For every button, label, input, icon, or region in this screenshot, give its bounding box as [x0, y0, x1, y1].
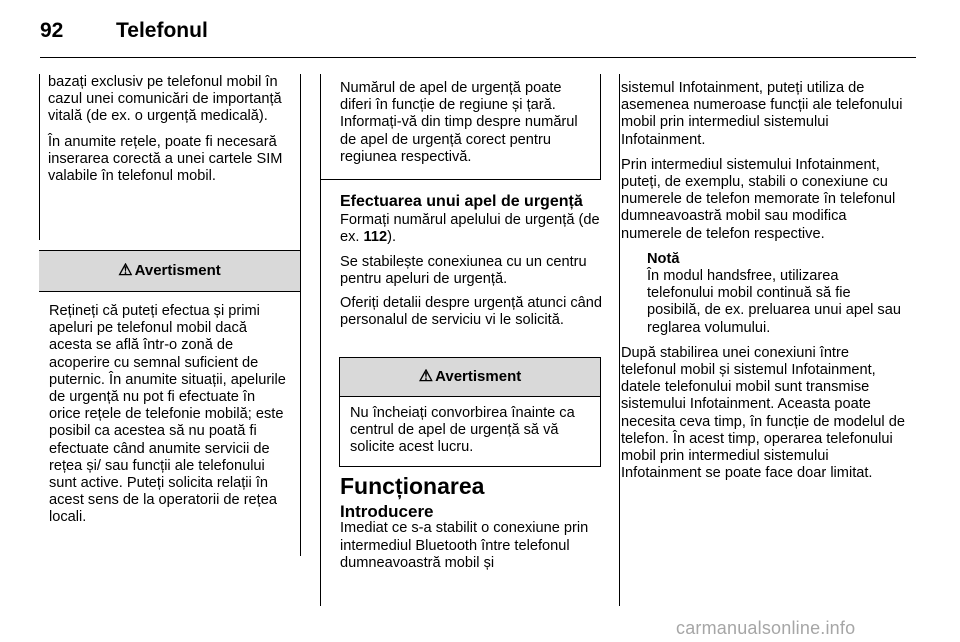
introduction-text: Imediat ce s-a stabilit o conexiune prin intermediul Bluetooth între telefonul dumneavoastră mobil și — [340, 520, 589, 571]
warning-triangle-icon: ⚠ — [418, 368, 434, 385]
emergency-paragraph-1 — [340, 212, 606, 246]
emergency-number: 112 — [363, 229, 388, 246]
sub-heading: Introducere — [340, 502, 434, 522]
column-1 — [39, 74, 298, 193]
col3-paragraph-1: sistemul Infotainment, puteți utiliza de asemenea numeroase funcții ale telefonului mobil prin intermediul sistemului Infotainment. — [621, 80, 903, 148]
column-3 — [621, 80, 905, 490]
page-number: 92 — [40, 19, 64, 42]
warning-body: Rețineți că puteți efectua și primi apeluri pe telefonul mobil dacă acesta se află într-o zonă de acoperire cu semnal suficient de puternic. În anumite situații, apelurile de urgență nu pot fi efectuate în orice rețele de telefonie mobilă; este posibil ca acestea să nu poată fi efectuate când anumite servicii de rețea și/ sau funcții ale telefonului sunt active. Puteți solicita relații în acest sens de la operatorii de rețea locali. — [49, 303, 286, 526]
intro-paragraph-1: bazați exclusiv pe telefonul mobil în cazul unei comunicări de importanță vitală (de ex. o urgență medicală). — [48, 74, 282, 125]
col3-paragraph-3: După stabilirea unei conexiuni între telefonul mobil și sistemul Infotainment, datele telefonului mobil sunt transmise sistemului Infotainment. Aceasta poate necesita ceva timp, în funcție de modelul de telefon. În acest timp, operarea telefonului mobil prin intermediul sistemului Infotainment se poate face doar limitat. — [621, 344, 905, 482]
warning-title: Avertisment — [134, 262, 221, 279]
warning-box-2 — [339, 357, 601, 467]
watermark: carmanualsonline.info — [676, 618, 856, 638]
emergency-heading: Efectuarea unui apel de urgență — [340, 193, 583, 210]
page-header — [0, 0, 960, 60]
emergency-paragraph-2: Se stabilește conexiunea cu un centru pentru apeluri de urgență. — [340, 253, 587, 287]
warning-body-2: Nu încheiați convorbirea înainte ca centrul de apel de urgență să vă solicite acest lucru. — [350, 405, 575, 456]
col3-paragraph-2: Prin intermediul sistemului Infotainment, puteți, de exemplu, stabili o conexiune cu numerele de telefon memorate în telefonul dumneavoastră mobil sau modifica numerele de telefon respective. — [621, 156, 896, 242]
emergency-section — [340, 193, 606, 336]
warning-box-1 — [39, 250, 301, 556]
chapter-title: Telefonul — [116, 19, 208, 42]
info-box — [320, 74, 601, 180]
warning-title-bar-2 — [340, 358, 600, 397]
operation-section — [340, 473, 606, 579]
emergency-text: Formați numărul apelului de urgență (de ex. — [340, 212, 600, 246]
warning-triangle-icon: ⚠ — [118, 262, 133, 279]
note-body: În modul handsfree, utilizarea telefonului mobil continuă să fie posibilă, de ex. preluarea unui apel sau reglarea volumului. — [647, 268, 901, 336]
column3-left-border — [619, 74, 620, 606]
note-block — [621, 251, 905, 337]
note-heading: Notă — [647, 250, 680, 267]
header-rule — [40, 57, 916, 58]
warning-title-bar — [39, 251, 300, 292]
section-heading: Funcționarea — [340, 473, 485, 499]
info-box-text: Numărul de apel de urgență poate diferi în funcție de regiune și țară. Informați-vă din timp despre numărul de apel de urgență corect pentru regiunea respectivă. — [340, 80, 578, 165]
intro-paragraph-2: În anumite rețele, poate fi necesară inserarea corectă a unei cartele SIM valabile în telefonul mobil. — [48, 133, 283, 185]
emergency-text-end: ). — [387, 229, 396, 246]
warning-title-2: Avertisment — [435, 368, 522, 385]
emergency-paragraph-3: Oferiți detalii despre urgență atunci când personalul de serviciu vi le solicită. — [340, 295, 603, 329]
